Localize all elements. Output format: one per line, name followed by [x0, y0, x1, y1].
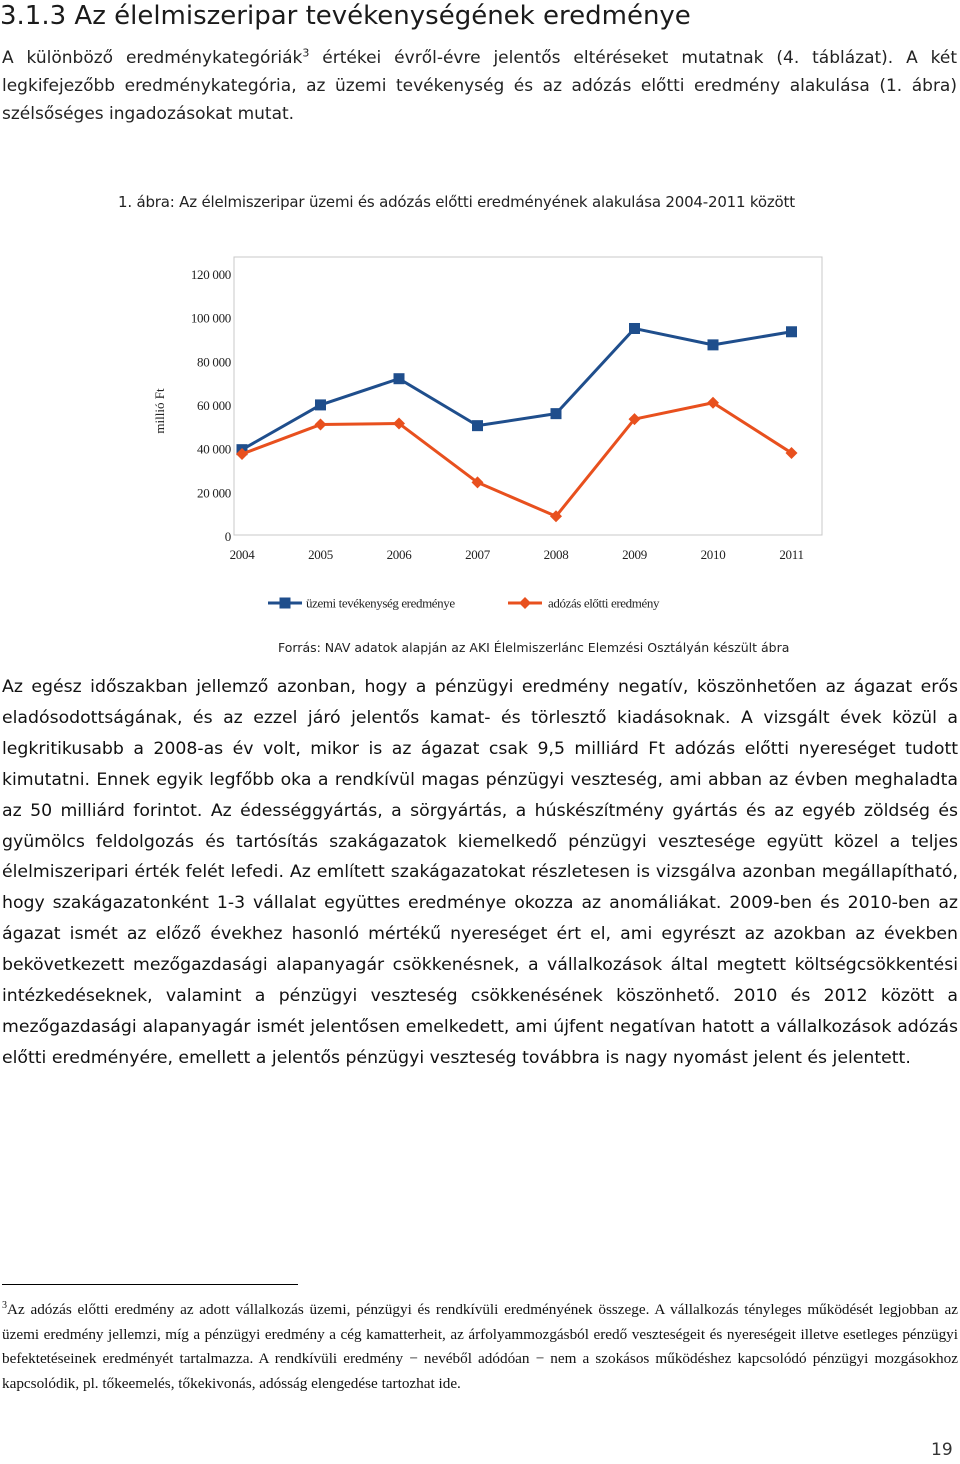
x-tick-label: 2004 — [229, 547, 255, 562]
x-tick-label: 2008 — [543, 547, 569, 562]
footnote-separator — [2, 1284, 298, 1285]
y-tick-label: 0 — [224, 529, 231, 544]
data-point-square — [786, 326, 797, 337]
legend-label: üzemi tevékenység eredménye — [306, 595, 455, 611]
x-tick-label: 2006 — [386, 547, 412, 562]
footnote-reference[interactable]: 3 — [302, 46, 310, 60]
y-tick-label: 100 000 — [190, 310, 231, 326]
data-point-square — [315, 399, 326, 410]
x-axis-tick-labels — [230, 547, 804, 562]
x-tick-label: 2010 — [700, 547, 726, 562]
figure-source: Forrás: NAV adatok alapján az AKI Élelmiszerlánc Elemzési Osztályán készült ábra — [278, 640, 790, 655]
y-axis-tick-labels — [191, 267, 231, 544]
chart-legend — [268, 596, 660, 611]
y-tick-label: 20 000 — [197, 485, 231, 501]
data-point-square — [394, 373, 405, 384]
intro-text-start: A különböző eredménykategóriák — [2, 48, 303, 68]
legend-item — [508, 596, 660, 611]
legend-item — [268, 596, 455, 611]
data-point-square — [551, 408, 562, 419]
footnote — [2, 1298, 958, 1396]
x-tick-label: 2007 — [465, 547, 490, 562]
body-paragraph: Az egész időszakban jellemző azonban, hogy a pénzügyi eredmény negatív, köszönhetően az ágazat erős eladósodottságának, és az ezzel járó jelentős kamat- és törlesztő kiadásoknak. A vizsgált évek közül a legkritikusabb a 2008-as év volt, mikor is az ágazat csak 9,5 milliárd Ft adózás előtti nyereséget tudott kimutatni. Ennek egyik legfőbb oka a rendkívül magas pénzügyi veszteség, ami abban az évben meghaladta az 50 milliárd forintot. Az édességgyártás, a sörgyártás, a húskészítmény gyártás és az egyéb zöldség és gyümölcs feldolgozás és tartósítás szakágazatok kiemelkedő pénzügyi vesztesége együtt közel a teljes élelmiszeripari érték felét lefedi. Az említett szakágazatokat részletesen is vizsgálva azonban megállapítható, hogy szakágazatonként 1-3 vállalat együttes eredménye okozza az anomáliákat. 2009-ben és 2010-ben az ágazat ismét az előző évekhez hasonló mértékű nyereséget ért el, ami egyrészt az azokban az években bekövetkezett mezőgazdasági alapanyagár csökkenésnek, a vállalkozások által megtett költségcsökkentési intézkedéseknek, valamint a pénzügyi veszteség csökkenésének köszönhető. 2010 és 2012 között a mezőgazdasági alapanyagár ismét jelentősen emelkedett, ami újfent negatívan hatott a vállalkozások adózás előtti eredményére, emellett a jelentős pénzügyi veszteség továbbra is nagy nyomást jelent és jelentett. — [2, 677, 958, 1068]
legend-marker — [519, 597, 531, 609]
x-tick-label: 2009 — [622, 547, 647, 562]
line-chart — [0, 250, 960, 630]
x-tick-label: 2011 — [779, 547, 804, 562]
intro-paragraph — [2, 44, 957, 128]
footnote-text: Az adózás előtti eredmény az adott vállalkozás üzemi, pénzügyi és rendkívüli eredményének összege. A vállalkozás tényleges működését legjobban az üzemi eredmény jellemzi, míg a pénzügyi eredmény a cég kamatterheit, az árfolyammozgásból eredő veszteségeit és nyereségeit illetve esetleges pénzügyi befektetéseinek eredményét tartalmazza. A rendkívüli eredmény − nevéből adódóan − nem a szokásos működéshez kapcsolódó pénzügyi mozgásokhoz kapcsolódik, pl. tőkeemelés, tőkekivonás, adósság elengedése tartozhat ide. — [2, 1301, 958, 1392]
legend-marker — [280, 598, 291, 609]
y-tick-label: 60 000 — [197, 398, 231, 413]
y-axis-label: millió Ft — [152, 388, 167, 434]
section-heading: 3.1.3 Az élelmiszeripar tevékenységének eredménye — [0, 1, 691, 31]
x-tick-label: 2005 — [308, 547, 333, 562]
footnote-marker: 3 — [2, 1299, 7, 1311]
y-tick-label: 120 000 — [190, 267, 231, 282]
data-point-square — [629, 323, 640, 334]
plot-area — [234, 257, 822, 535]
data-point-square — [472, 420, 483, 431]
figure-caption: 1. ábra: Az élelmiszeripar üzemi és adózás előtti eredményének alakulása 2004-2011 között — [118, 193, 795, 211]
y-tick-label: 40 000 — [197, 441, 231, 457]
y-tick-label: 80 000 — [197, 354, 231, 370]
intro-text-end: értékei évről-évre jelentős eltéréseket mutatnak (4. táblázat). A két legkifejezőbb eredménykategória, az üzemi tevékenység és az adózás előtti eredmény alakulása (1. ábra) szélsőséges ingadozásokat mutat. — [2, 48, 957, 124]
plot-border — [234, 257, 822, 535]
data-point-square — [708, 339, 719, 350]
legend-label: adózás előtti eredmény — [548, 595, 660, 611]
page-number: 19 — [931, 1440, 953, 1460]
